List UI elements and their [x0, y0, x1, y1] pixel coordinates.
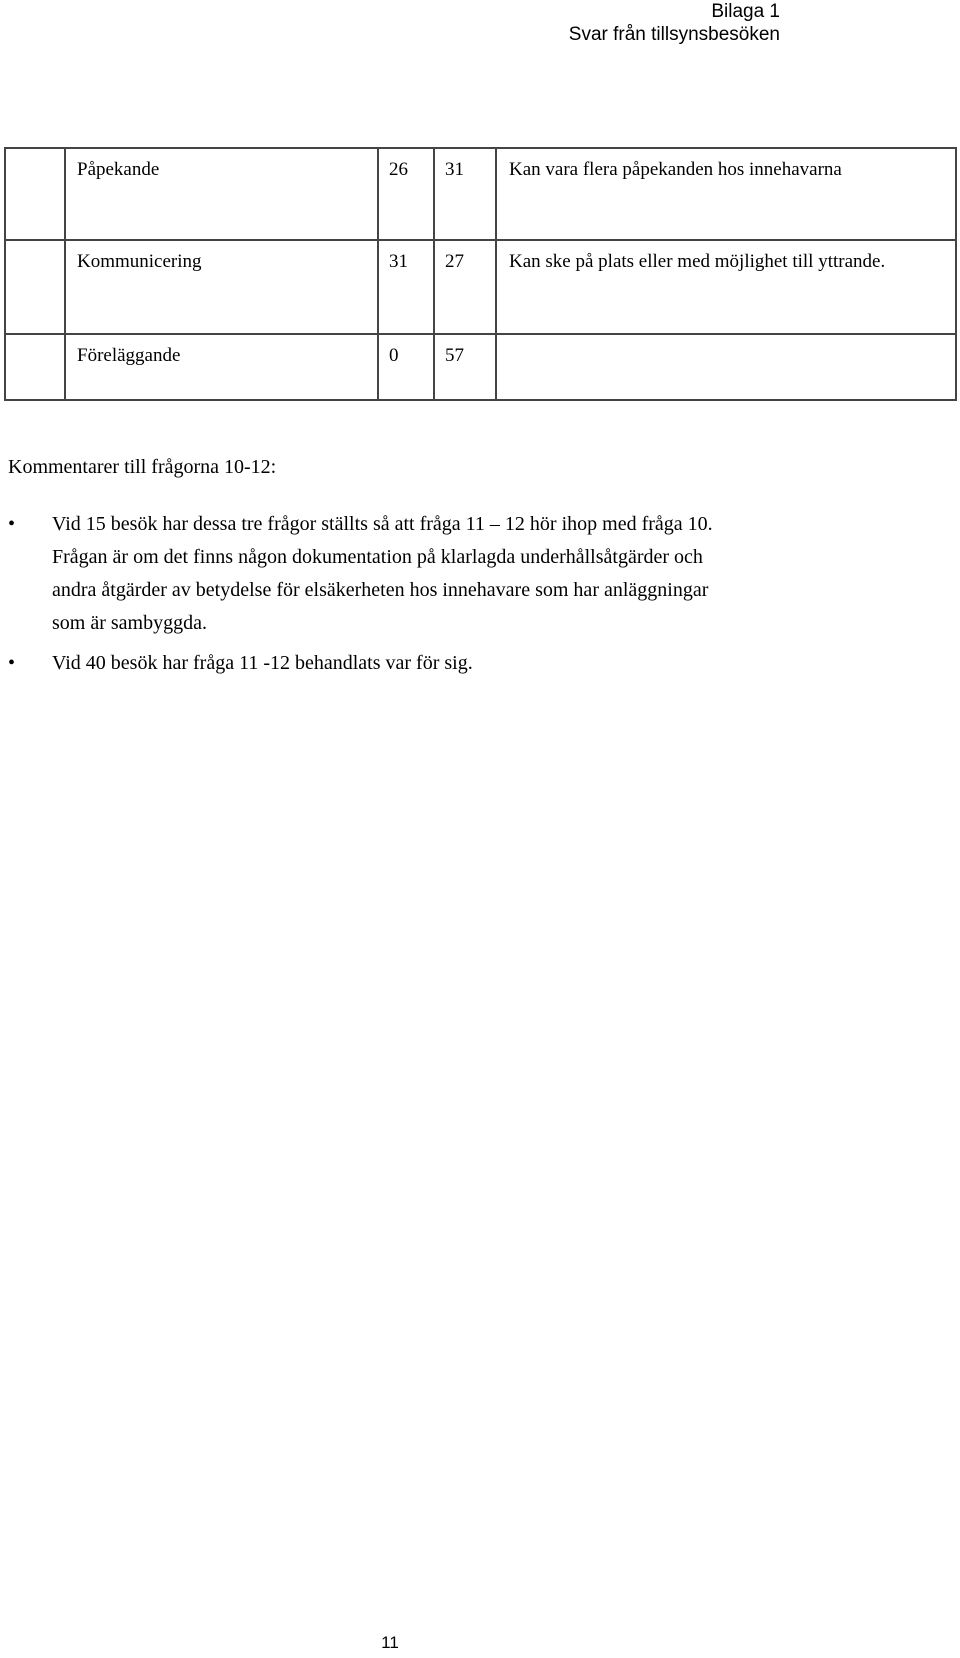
bullet-icon: •	[8, 652, 16, 674]
results-table	[4, 147, 957, 401]
table-row	[5, 148, 956, 240]
table-row	[5, 240, 956, 334]
row-label: Föreläggande	[65, 334, 378, 400]
table-row	[5, 334, 956, 400]
count-cell: 31	[378, 240, 434, 334]
empty-cell	[5, 240, 65, 334]
list-item-text: Vid 15 besök har dessa tre frågor ställts så att fråga 11 – 12 hör ihop med fråga 10. Frågan är om det finns någon dokumentation på klarlagda underhållsåtgärder och andra åtgärder av betydelse för elsäkerheten hos innehavare som har anläggningar som är sambyggda.	[52, 513, 713, 634]
appendix-title: Svar från tillsynsbesöken	[568, 24, 780, 45]
comment-cell: Kan ske på plats eller med möjlighet till yttrande.	[496, 240, 956, 334]
comments-heading: Kommentarer till frågorna 10-12:	[8, 456, 277, 478]
list-item	[8, 508, 728, 640]
page-number: 11	[381, 1633, 399, 1652]
appendix-label: Bilaga 1	[711, 1, 780, 22]
row-label: Påpekande	[65, 148, 378, 240]
count-cell: 31	[434, 148, 496, 240]
empty-cell	[5, 148, 65, 240]
count-cell: 0	[378, 334, 434, 400]
list-item-text: Vid 40 besök har fråga 11 -12 behandlats var för sig.	[52, 652, 473, 674]
list-item	[8, 647, 728, 680]
comment-cell	[496, 334, 956, 400]
document-header	[420, 0, 780, 46]
comment-cell: Kan vara flera påpekanden hos innehavarna	[496, 148, 956, 240]
count-cell: 26	[378, 148, 434, 240]
comments-list	[8, 508, 728, 687]
count-cell: 57	[434, 334, 496, 400]
empty-cell	[5, 334, 65, 400]
row-label: Kommunicering	[65, 240, 378, 334]
bullet-icon: •	[8, 513, 16, 535]
count-cell: 27	[434, 240, 496, 334]
